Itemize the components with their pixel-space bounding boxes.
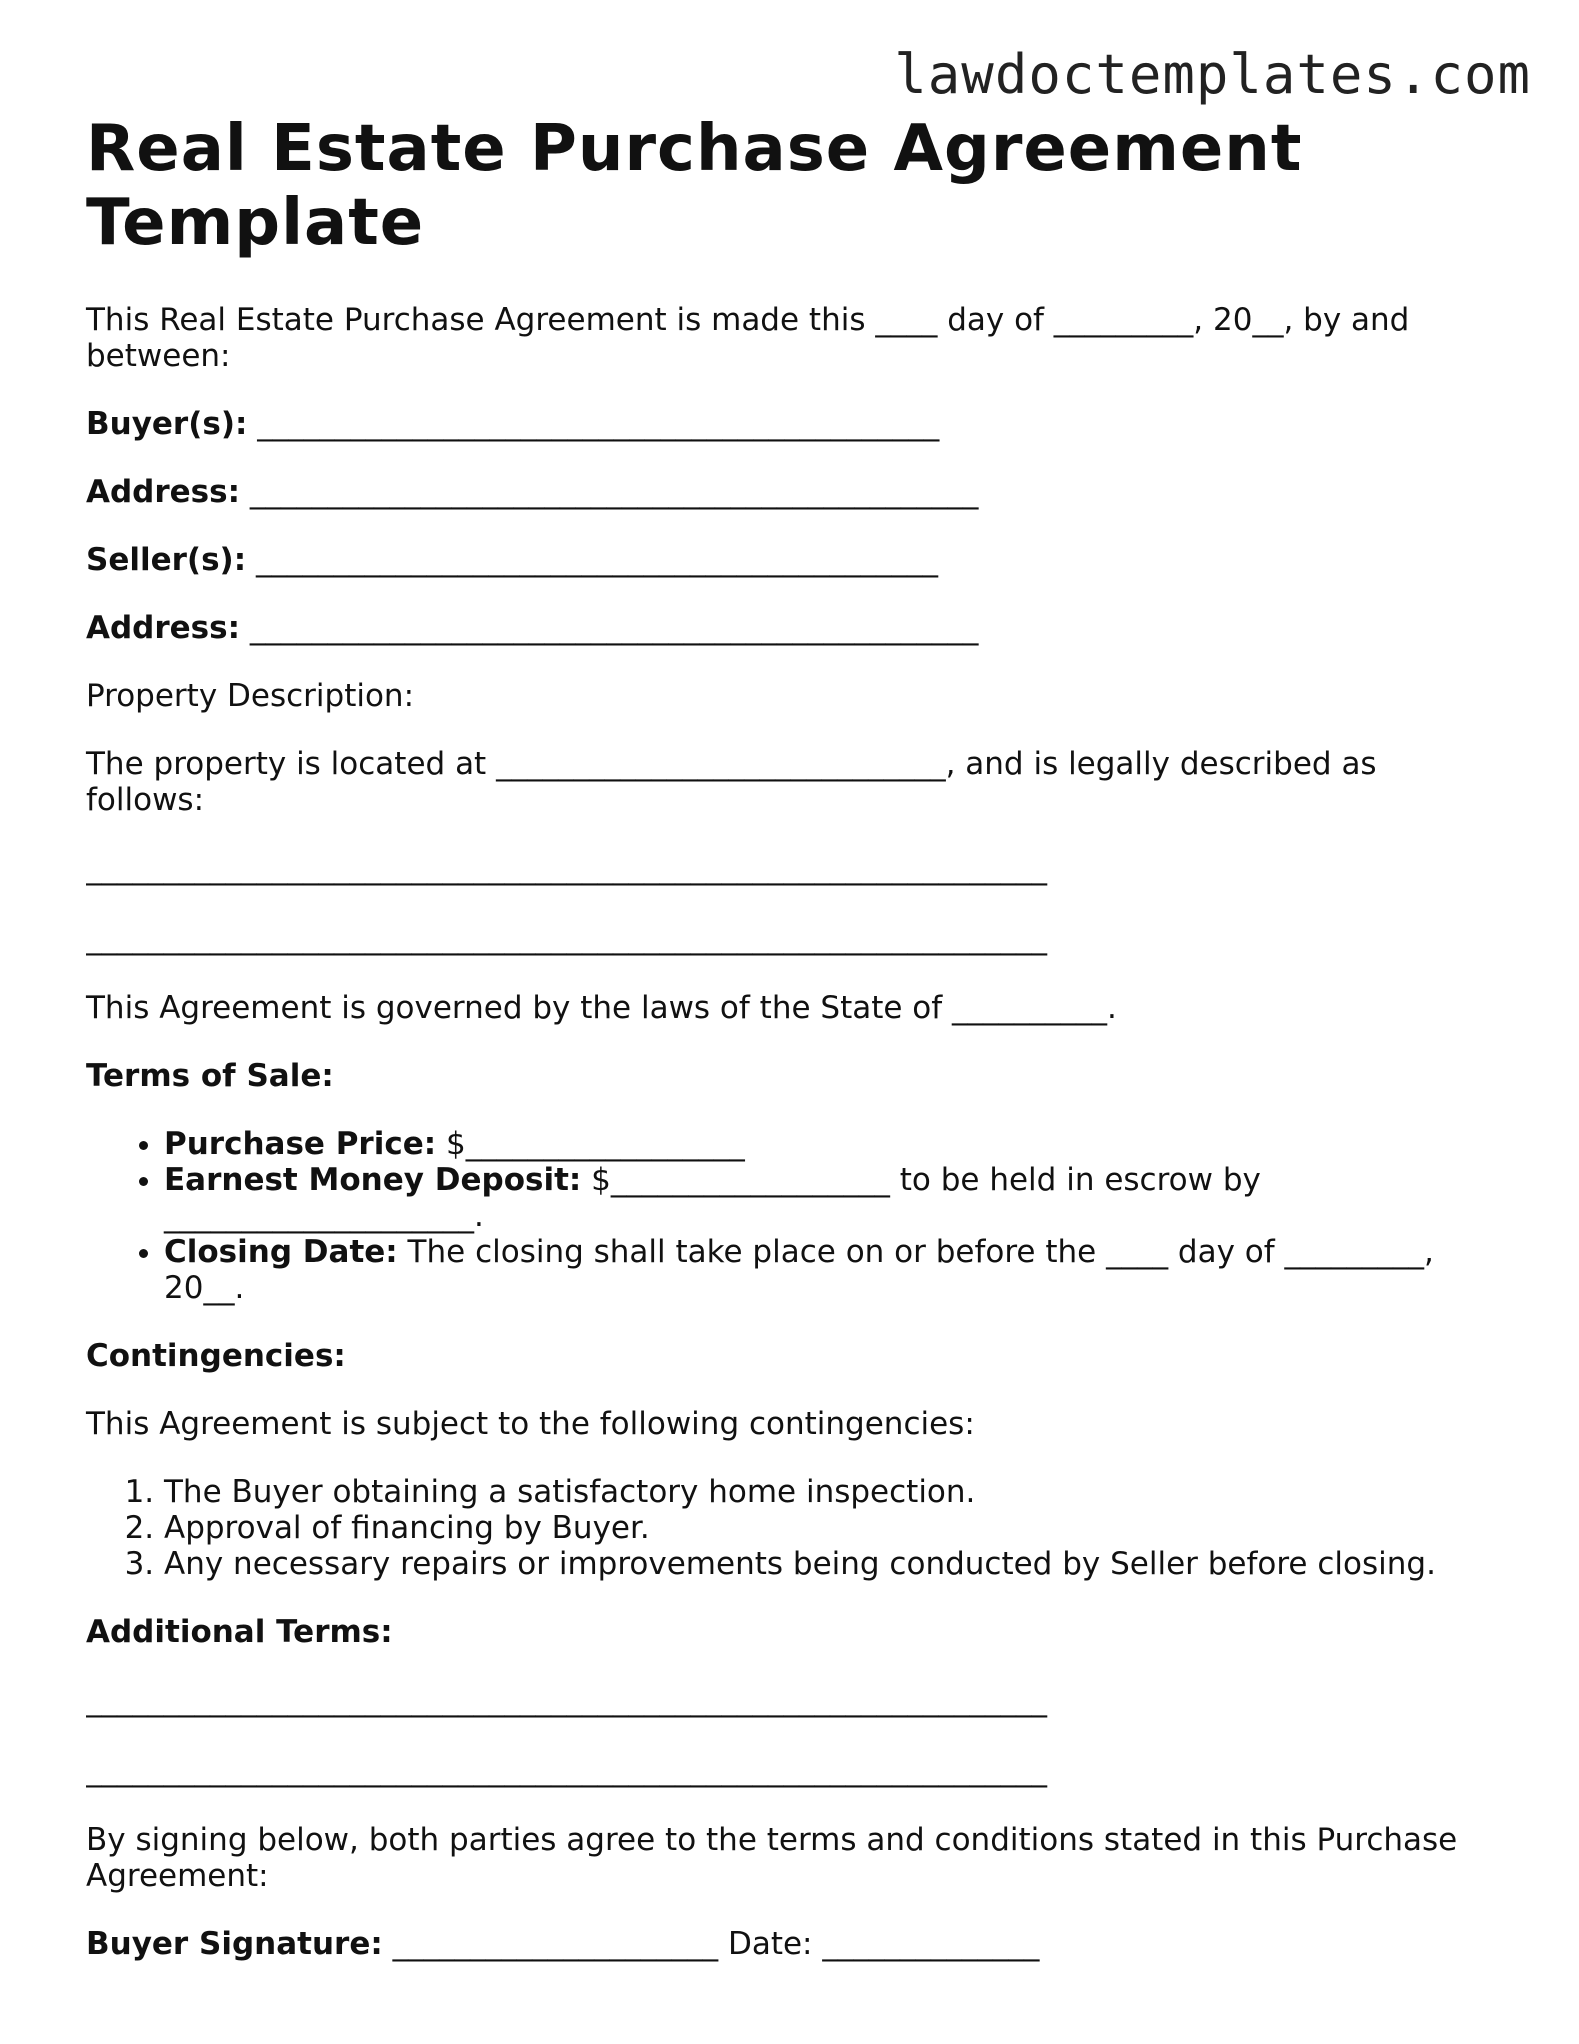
closing-statement: By signing below, both parties agree to the terms and conditions stated in this Purchase Agreement: bbox=[86, 1822, 1458, 1894]
additional-terms-blank-2: ______________________________________________________________ bbox=[86, 1752, 1047, 1788]
terms-of-sale-heading: Terms of Sale: bbox=[86, 1058, 334, 1094]
seller-field bbox=[86, 542, 1486, 578]
buyer-field bbox=[86, 406, 1486, 442]
list-item bbox=[164, 1126, 1486, 1162]
buyer-address-blank: _______________________________________________ bbox=[240, 474, 979, 510]
seller-blank: ____________________________________________ bbox=[246, 542, 938, 578]
seller-address-field bbox=[86, 610, 1486, 646]
list-item bbox=[164, 1162, 1486, 1234]
contingencies-intro: This Agreement is subject to the following contingencies: bbox=[86, 1406, 975, 1442]
property-description-blank-1: ______________________________________________________________ bbox=[86, 850, 1047, 886]
list-item: 2. Approval of financing by Buyer. bbox=[164, 1510, 1486, 1546]
closing-date-label: Closing Date: bbox=[164, 1234, 398, 1270]
buyer-label: Buyer(s): bbox=[86, 406, 248, 442]
property-heading: Property Description: bbox=[86, 678, 415, 714]
list-item bbox=[164, 1234, 1486, 1306]
contingencies-list bbox=[86, 1474, 1486, 1582]
closing-date-text: The closing shall take place on or before the ____ day of _________, 20__. bbox=[164, 1234, 1434, 1306]
additional-terms-blank-1: ______________________________________________________________ bbox=[86, 1682, 1047, 1718]
document-page bbox=[86, 112, 1486, 1994]
signature-date: Date: ______________ bbox=[718, 1926, 1040, 1962]
seller-address-label: Address: bbox=[86, 610, 240, 646]
list-item: 3. Any necessary repairs or improvements being conducted by Seller before closing. bbox=[164, 1546, 1486, 1582]
earnest-money-label: Earnest Money Deposit: bbox=[164, 1162, 582, 1198]
buyer-blank: ____________________________________________ bbox=[247, 406, 940, 442]
property-description-blank-2: ______________________________________________________________ bbox=[86, 920, 1047, 956]
document-title: Real Estate Purchase Agreement Template bbox=[86, 112, 1303, 260]
purchase-price-blank: $__________________ bbox=[436, 1126, 745, 1162]
list-item: 1. The Buyer obtaining a satisfactory home inspection. bbox=[164, 1474, 1486, 1510]
buyer-signature-field bbox=[86, 1926, 1486, 1962]
purchase-price-label: Purchase Price: bbox=[164, 1126, 437, 1162]
buyer-signature-label: Buyer Signature: bbox=[86, 1926, 383, 1962]
additional-terms-heading: Additional Terms: bbox=[86, 1614, 393, 1650]
terms-of-sale-list bbox=[86, 1126, 1486, 1306]
earnest-money-text: $__________________ to be held in escrow by ____________________. bbox=[164, 1162, 1261, 1234]
buyer-signature-blank: _____________________ bbox=[382, 1926, 719, 1962]
intro-paragraph: This Real Estate Purchase Agreement is made this ____ day of _________, 20__, by and between: bbox=[86, 302, 1410, 374]
buyer-address-label: Address: bbox=[86, 474, 240, 510]
governing-law: This Agreement is governed by the laws of the State of __________. bbox=[86, 990, 1117, 1026]
site-watermark: lawdoctemplates.com bbox=[894, 43, 1531, 106]
property-location: The property is located at _____________________________, and is legally described as follows: bbox=[86, 746, 1377, 818]
contingencies-heading: Contingencies: bbox=[86, 1338, 346, 1374]
seller-address-blank: _______________________________________________ bbox=[240, 610, 979, 646]
buyer-address-field bbox=[86, 474, 1486, 510]
seller-label: Seller(s): bbox=[86, 542, 247, 578]
